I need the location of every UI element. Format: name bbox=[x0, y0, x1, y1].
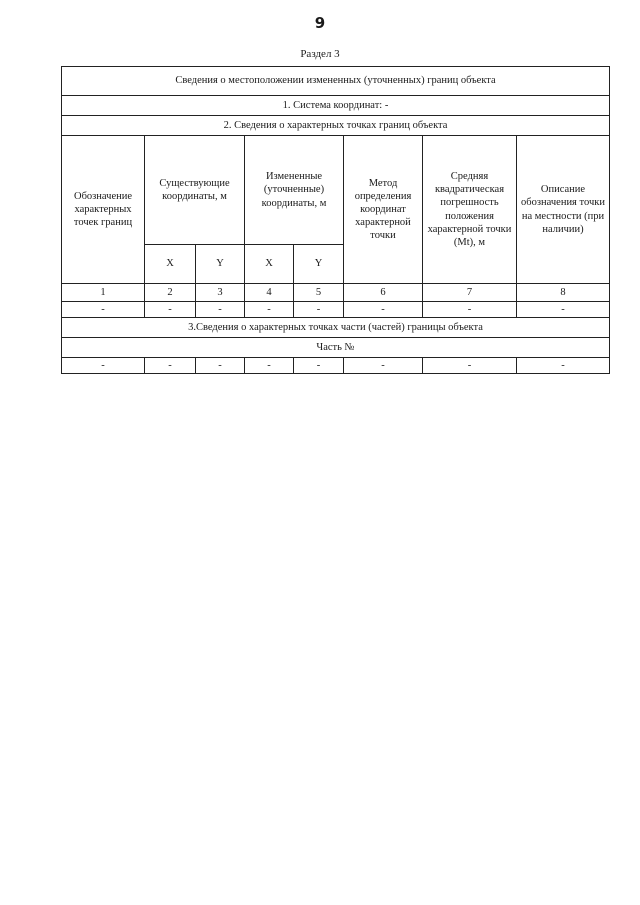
table-title: Сведения о местоположении измененных (уточненных) границ объекта bbox=[62, 67, 610, 96]
header-description: Описание обозначения точки на местности (при наличии) bbox=[517, 136, 610, 284]
table-cell: - bbox=[245, 302, 294, 318]
table-cell: - bbox=[344, 358, 423, 374]
header-changed-coords: Измененные (уточненные) координаты, м bbox=[245, 136, 344, 245]
header-method: Метод определения координат характерной точки bbox=[344, 136, 423, 284]
table-cell: - bbox=[145, 358, 196, 374]
table-cell: - bbox=[145, 302, 196, 318]
section-label: Раздел 3 bbox=[300, 48, 340, 60]
column-number: 6 bbox=[344, 284, 423, 302]
table-cell: - bbox=[517, 302, 610, 318]
parts-section-heading: 3.Сведения о характерных точках части (частей) границы объекта bbox=[62, 318, 610, 338]
header-existing-x: X bbox=[145, 245, 196, 284]
table-cell: - bbox=[196, 358, 245, 374]
column-number: 7 bbox=[423, 284, 517, 302]
table-cell: - bbox=[294, 302, 344, 318]
table-cell: - bbox=[423, 302, 517, 318]
table-cell: - bbox=[294, 358, 344, 374]
column-number: 8 bbox=[517, 284, 610, 302]
header-accuracy: Средняя квадратическая погрешность положения характерной точки (Mt), м bbox=[423, 136, 517, 284]
header-designation: Обозначение характерных точек границ bbox=[62, 136, 145, 284]
table-cell: - bbox=[62, 302, 145, 318]
header-changed-x: X bbox=[245, 245, 294, 284]
column-number: 5 bbox=[294, 284, 344, 302]
table-row bbox=[62, 358, 610, 374]
table-cell: - bbox=[245, 358, 294, 374]
column-numbers-row bbox=[62, 284, 610, 302]
boundary-points-table bbox=[61, 66, 610, 374]
table-cell: - bbox=[344, 302, 423, 318]
coord-system-row: 1. Система координат: - bbox=[62, 96, 610, 116]
header-existing-coords: Существующие координаты, м bbox=[145, 136, 245, 245]
header-existing-y: Y bbox=[196, 245, 245, 284]
part-number-label: Часть № bbox=[62, 338, 610, 358]
column-number: 2 bbox=[145, 284, 196, 302]
table-cell: - bbox=[196, 302, 245, 318]
column-number: 1 bbox=[62, 284, 145, 302]
table-cell: - bbox=[517, 358, 610, 374]
table-cell: - bbox=[423, 358, 517, 374]
page-number: 9 bbox=[314, 14, 326, 32]
table-cell: - bbox=[62, 358, 145, 374]
column-number: 4 bbox=[245, 284, 294, 302]
header-changed-y: Y bbox=[294, 245, 344, 284]
column-number: 3 bbox=[196, 284, 245, 302]
points-section-heading: 2. Сведения о характерных точках границ объекта bbox=[62, 116, 610, 136]
table-row bbox=[62, 302, 610, 318]
